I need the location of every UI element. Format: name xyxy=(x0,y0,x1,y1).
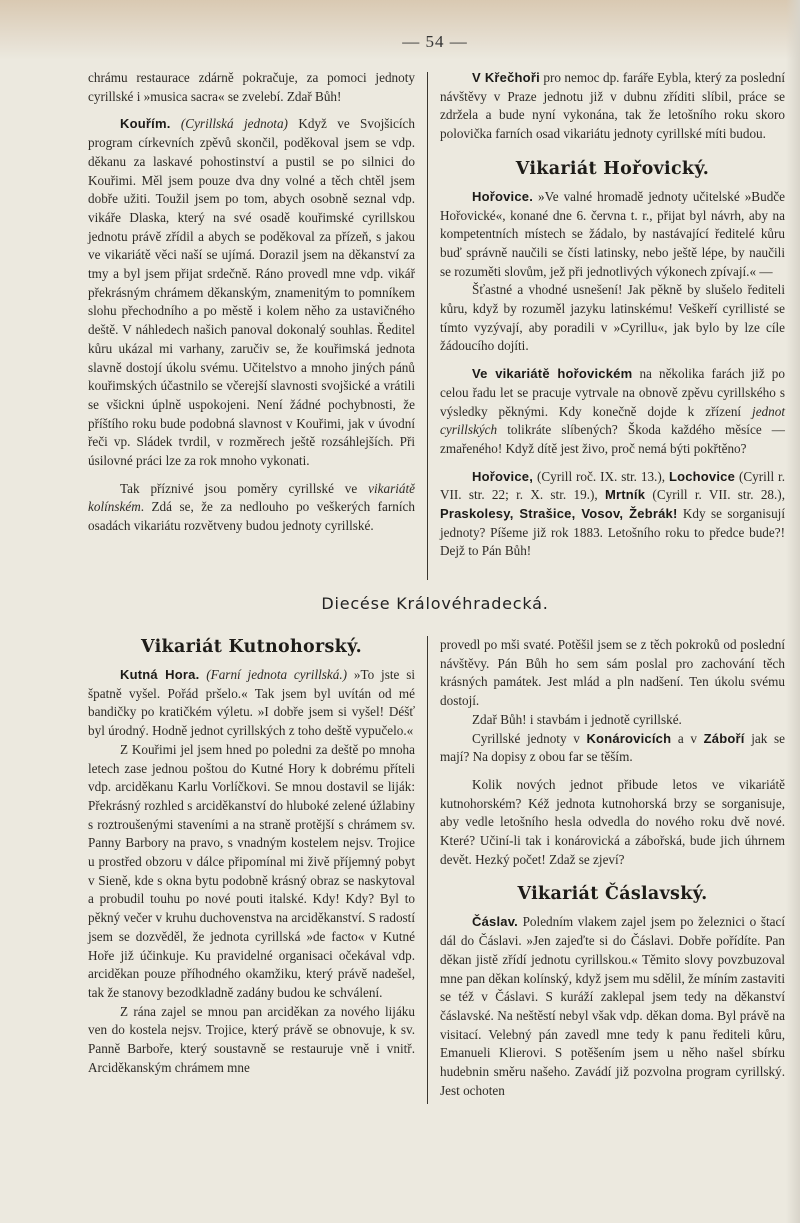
column-divider-bottom xyxy=(427,636,428,1104)
paragraph: Z rána zajel se mnou pan arciděkan za nového lijáku ven do kostela nejsv. Trojice, který právě se obnovuje, k sv. Panně Barboře, který soustavně se restauruje vně i vnitř. Arciděkanským chrámem mne xyxy=(88,1003,415,1075)
paragraph-text: jak se mají? Na dopisy z obou far se těším. xyxy=(440,730,785,765)
page-number: — 54 — xyxy=(402,32,468,51)
paragraph-text: na několika farách již po celou řadu let se pracuje vytrvale na obnově zpěvu cyrillského s výsledky pěknými. Kdy konečně dojde k zřízení xyxy=(440,366,785,419)
paragraph-vikariat xyxy=(440,365,785,459)
italic-note: (Cyrillská jednota) xyxy=(180,116,288,132)
left-column-bottom xyxy=(88,636,415,1077)
paragraph-text: »Ve valné hromadě jednoty učitelské »Budče Hořovické«, konané dne 6. června t. r., přijat byl návrh, aby na kompetentních místech se žádalo, by nastávající ředitelé kůru buď správně naučili se čísti latinsky, nebo ještě lépe, by naučili se rozuměti slovům, jež při jednotlivých výkonech zpívají.« — xyxy=(440,188,785,279)
place-name: Mrtník xyxy=(604,487,646,503)
paragraph: Šťastné a vhodné usnešení! Jak pěkně by slušelo řediteli kůru, když by rozuměl jazyku latinskému! Veškeří cyrillisté se tímto vyzývají, aby poradili v »Cyrillu«, jak bylo by lze cíle žádoucího dojíti. xyxy=(440,282,785,354)
paragraph-text: Tak příznivé jsou poměry cyrillské ve xyxy=(120,480,369,496)
place-name: Konárovicích xyxy=(586,730,672,746)
italic-text: vikariátě kolínském xyxy=(88,480,415,515)
section-heading-horovicky: Vikariát Hořovický. xyxy=(515,158,710,179)
section-heading-caslavsky: Vikariát Čáslavský. xyxy=(517,884,708,905)
diocese-heading: Diecése Královéhradecká. xyxy=(321,594,549,613)
place-name: Hořovice. xyxy=(472,188,534,204)
paragraph: Z Kouřimi jel jsem hned po poledni za deště po mnoha letech zase jednou poštou do Kutné Hory k dobrému příteli vdp. arciděkanu Karlu Vorlíčkovi. Se mnou dostavil se liják: Překrásný rozhled s arciděkanství do hluboké zelené úžlabiny s roztroušenými staveními a na straně protější s chrámem sv. Panny Barbory na pravo, s vnadným kostelem nejsv. Trojice u prostřed obzoru v dálce připomínal mi živě příjemný pobyt v Sieně, kde s okna bytu podobně krásný obraz se naskytoval a probudil touhu po nové pouti italské. Kdy! Kdy? Byl to pěkný večer v kruhu duchovenstva na arciděkanství. S radostí jsem se dozvěděl, že jednota cyrillská »de facto« v Kutné Hoře již účinkuje. Ku pravidelné organisaci očekával vdp. arciděkan pouze příhodného okamžiku, který právě nadešel, tak že stanovy bezodkladně zadány budou ke schválení. xyxy=(88,741,415,1000)
italic-text: jednot cyrillských xyxy=(440,403,785,438)
paragraph-text: pro nemoc dp. faráře Eybla, který za poslední návštěvy v Praze jednotu již v dubnu zříditi slíbil, práce se zdržela a bude nyní vykonána, tak že letošního roku skoro polovička farních osad vikariátu jednoty cyrillské míti budou. xyxy=(440,70,786,142)
place-name: Kouřím. xyxy=(120,116,171,132)
paragraph-caslav xyxy=(440,913,785,1100)
paragraph-horovice xyxy=(440,188,785,282)
place-name: Záboří xyxy=(703,730,745,746)
place-name: Lochovice xyxy=(668,468,736,484)
italic-note: (Farní jednota cyrillská.) xyxy=(206,667,348,682)
right-column-bottom xyxy=(440,636,785,1100)
paragraph-krechor xyxy=(440,69,785,144)
paragraph: Zdař Bůh! i stavbám i jednotě cyrillské. xyxy=(472,711,682,727)
place-name: Hořovice, xyxy=(472,468,534,484)
place-name: Praskolesy, Strašice, Vosov, Žebrák! xyxy=(440,506,678,522)
paragraph-text: Poledním vlakem zajel jsem po železnici o štací dál do Čáslavi. »Jen zajeďte si do Čáslavi. Dobře pořídíte. Pan děkan jistě zřídí jednotu cyrillskou.« Těmito slovy povzbuzoval mne pan děkan kolínský, když jsem mu sdělil, že míním zastaviti se též v Čáslavi. S kuráží zaklepal jsem tedy na děkanství čáslavské. Na neštěstí nebyl však vdp. děkan doma. Byl právě na visitací. Velebný pán zavedl mne tedy k panu řediteli kůru, Emanueli Klierovi. S potěšením jsem u něho našel sbírku hudebnin směru našeho. Zavádí již pozvolna program cyrillský. Jest ochoten xyxy=(440,914,785,1098)
paragraph-text: a v xyxy=(671,730,704,746)
place-name: Ve vikariátě hořovickém xyxy=(472,366,633,382)
paragraph-text: tolikráte slíbených? Škoda každého měsíce — zmařeného! Když dítě jest živo, proč nemá býti pokřtěno? xyxy=(440,422,785,456)
place-name: Kutná Hora. xyxy=(120,667,200,682)
paragraph-text: (Cyrill r. VII. str. 28.), xyxy=(645,487,785,503)
paragraph-text: (Cyrill roč. IX. str. 13.), xyxy=(533,468,669,484)
left-column-top xyxy=(88,69,415,536)
paragraph-text: Když ve Svojšicích program církevních zpěvů skončil, poděkoval jsem se vdp. děkanu za laskavé pohostinství a pustil se po silnici do Kouřimi. Měl jsem pouze dva dny volné a těch chtěl jsem dobře užiti. Toužil jsem po tom, abych osobně seznal vdp. vikáře Dlaska, který na své osadě kouřimské cyrillskou jednotu právě zřídil a abych se poděkoval za přízeň, s jakou ve vikariátě věci naší se ujímá. Dorazil jsem na děkanství za tmy a byl jsem přijat srdečně. Ráno provedl mne vdp. vikář překrásným chrámem děkanským, znamenitým to pomníkem slohu přechodního a po městě i kolem něho za ustavičného deště. V náhledech našich panoval dokonalý souhlas. Ředitel kůru ukázal mi varhany, zaručiv se, že kouřimská jednota slavně dostojí úkolu svému. Učitelstvo a mnoho jiných pánů kouřimských účastnilo se včerejší slavnosti svojšické a vrátili se všickni úplně uspokojeni. Není žádné pochybnosti, že příštího roku bude podobná slavnost v Kouřimi, jak v úvodní řeči vp. Sládek tvrdil, v rozměrech ještě rozsáhlejších. Při úsilovné práci lze za rok mnoho vykonati. xyxy=(88,116,415,469)
paragraph-text: . Zdá se, že za nedlouho po veškerých farních osadách vikariátu rozvětveny budou jednoty cyrillské. xyxy=(88,499,415,534)
paragraph-text: (Cyrill r. VII. str. 22; r. X. str. 19.), xyxy=(440,468,785,503)
paragraph: provedl po mši svaté. Potěšil jsem se z těch pokroků od poslední návštěvy. Pán Bůh ho sem sám poslal pro zachování těch krásných památek. Jest mlád a pln nadšení. Ten úkolu svému dostojí. xyxy=(440,637,785,709)
paragraph-kourim xyxy=(88,115,415,470)
paragraph-text: »To jste si špatně vyšel. Pořád pršelo.« Tak jsem byl uvítán od mé bandičky po kratičkém výletu. »I dobře jsem si vyšel! Déšť byl úrodný. Hodně jednot cyrillských z toho deště vypučelo.« xyxy=(88,667,416,739)
paragraph xyxy=(88,480,415,536)
section-heading-kutnohorsky: Vikariát Kutnohorský. xyxy=(141,637,362,657)
place-name: Čáslav. xyxy=(472,914,518,930)
place-name: V Křečhoři xyxy=(472,70,540,85)
column-divider-top xyxy=(427,72,428,580)
paragraph-jednoty xyxy=(440,730,785,767)
right-column-top xyxy=(440,69,785,561)
paragraph: Kolik nových jednot přibude letos ve vikariátě kutnohorském? Kéž jednota kutnohorská brzy se sorganisuje, aby vedle letošního hesla odvedla do nového roku dvě nové. Které? Učiní-li tak i konárovická a zábořská, bude jich úhrnem devět. Hezký počet! Zdaž se zjeví? xyxy=(440,776,785,867)
paragraph-places xyxy=(440,468,785,562)
paragraph-text: Cyrillské jednoty v xyxy=(472,730,587,746)
paragraph: chrámu restaurace zdárně pokračuje, za pomoci jednoty cyrillské i »musica sacra« se zvelebí. Zdař Bůh! xyxy=(88,70,415,104)
paragraph-kutna-hora xyxy=(88,666,415,741)
paragraph-text: Kdy se sorganisují jednoty? Píšeme již rok 1883. Letošního roku to předce bude?! Dejž to Pán Bůh! xyxy=(440,506,785,559)
